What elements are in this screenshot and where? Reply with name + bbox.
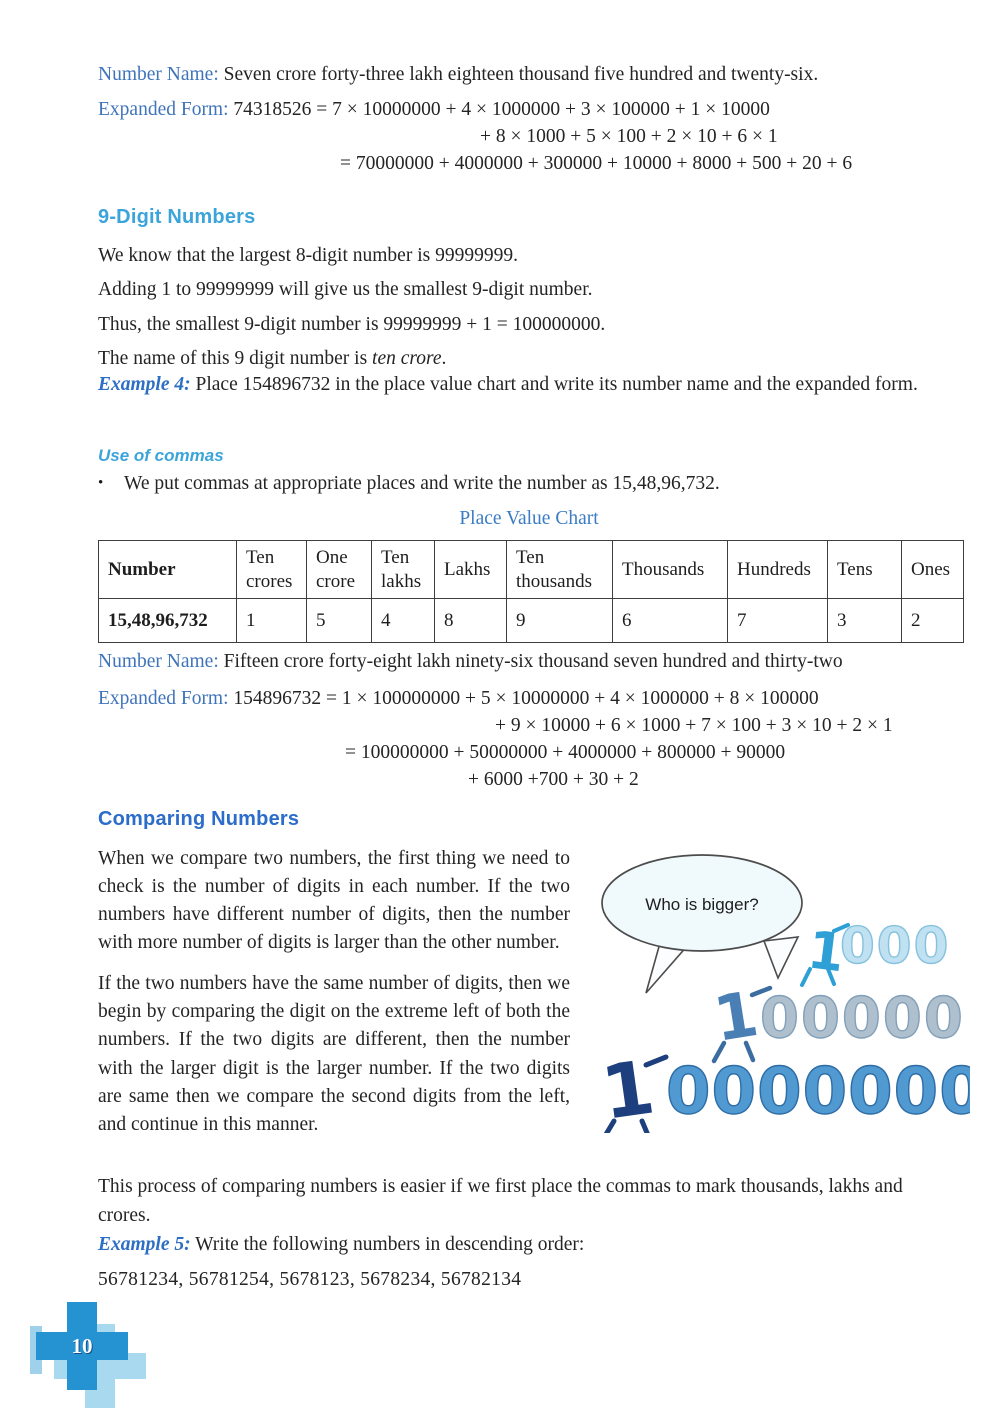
numeral-one-top: 1 bbox=[804, 920, 848, 985]
nine-digit-line-4-prefix: The name of this 9 digit number is bbox=[98, 348, 373, 370]
nine-digit-line-3: Thus, the smallest 9-digit number is 99999999 + 1 = 100000000. bbox=[98, 313, 606, 335]
section-pvc-title bbox=[98, 508, 960, 530]
expanded2-line-4: + 6000 +700 + 30 + 2 bbox=[468, 769, 639, 791]
cell-lakhs: 8 bbox=[435, 599, 507, 643]
section-9-digit-numbers bbox=[98, 206, 960, 382]
numeral-one-middle: 1 bbox=[708, 976, 763, 1056]
commas-text: We put commas at appropriate places and write the number as 15,48,96,732. bbox=[124, 473, 720, 494]
nine-digit-line-2: Adding 1 to 99999999 will give us the smallest 9-digit number. bbox=[98, 279, 593, 301]
who-is-bigger-illustration bbox=[588, 843, 970, 1133]
example-5-numbers: 56781234, 56781254, 5678123, 5678234, 56782134 bbox=[98, 1269, 522, 1290]
section-number-name-1 bbox=[98, 64, 960, 178]
number-name-text-2: Fifteen crore forty-eight lakh ninety-six thousand seven hundred and thirty-two bbox=[223, 651, 843, 672]
speech-bubble-tail-right bbox=[764, 937, 798, 978]
expanded2-line-1-text: 154896732 = 1 × 100000000 + 5 × 10000000 + 4 × 1000000 + 8 × 100000 bbox=[233, 688, 819, 710]
comparing-para-1: When we compare two numbers, the first thing we need to check is the number of digits in each number. If the two numbers have different number of digits, then the number with more number of digits is larger than the other number. bbox=[98, 848, 570, 954]
expanded-line-1-text: 74318526 = 7 × 10000000 + 4 × 1000000 + 3 × 100000 + 1 × 10000 bbox=[233, 99, 770, 121]
expanded2-line-2: + 9 × 10000 + 6 × 1000 + 7 × 100 + 3 × 10 + 2 × 1 bbox=[495, 715, 893, 737]
commas-bullet-line bbox=[98, 473, 960, 495]
cell-ones: 2 bbox=[902, 599, 964, 643]
example-5-label: Example 5: bbox=[98, 1234, 191, 1255]
cell-tens: 3 bbox=[828, 599, 902, 643]
section-comparing-para-3 bbox=[98, 1172, 960, 1231]
heading-9-digit-numbers: 9-Digit Numbers bbox=[98, 206, 256, 228]
example-4-text: Place 154896732 in the place value chart and write its number name and the expanded form. bbox=[195, 374, 918, 395]
expanded-form-label: Expanded Form: bbox=[98, 99, 229, 121]
cell-thousands: 6 bbox=[613, 599, 728, 643]
col-header-tens: Tens bbox=[828, 541, 902, 599]
comparing-para-3: This process of comparing numbers is easier if we first place the commas to mark thousands, lakhs and crores. bbox=[98, 1176, 903, 1227]
expanded-form-block-1 bbox=[98, 97, 960, 178]
cell-hundreds: 7 bbox=[728, 599, 828, 643]
expanded2-line-3: = 100000000 + 50000000 + 4000000 + 800000 + 90000 bbox=[345, 742, 786, 764]
expanded-line-2: + 8 × 1000 + 5 × 100 + 2 × 10 + 6 × 1 bbox=[480, 126, 778, 148]
nine-digit-line-4 bbox=[98, 348, 960, 369]
section-comparing-heading bbox=[98, 808, 960, 831]
number-name-label-2: Number Name: bbox=[98, 651, 219, 672]
comparing-text-column bbox=[98, 845, 570, 1139]
number-name-line-2 bbox=[98, 651, 960, 672]
expanded-line-1 bbox=[98, 99, 770, 120]
cell-ten-thousands: 9 bbox=[507, 599, 613, 643]
expanded-line-3: = 70000000 + 4000000 + 300000 + 10000 + 8000 + 500 + 20 + 6 bbox=[340, 153, 853, 175]
numeral-one-bottom: 1 bbox=[596, 1044, 660, 1133]
expanded-form-block-2 bbox=[98, 686, 960, 794]
expanded-form-label-2: Expanded Form: bbox=[98, 688, 229, 710]
table-header-row bbox=[99, 541, 964, 599]
table-row bbox=[99, 599, 964, 643]
heading-comparing-numbers: Comparing Numbers bbox=[98, 808, 300, 830]
section-number-name-2 bbox=[98, 651, 960, 794]
expanded2-line-1 bbox=[98, 688, 819, 709]
number-name-label: Number Name: bbox=[98, 64, 219, 85]
section-pvc-table bbox=[98, 540, 960, 643]
nine-digit-line-4-emphasis: ten crore bbox=[372, 348, 442, 370]
nine-digit-line-4-suffix: . bbox=[441, 348, 447, 370]
col-header-ones: Ones bbox=[902, 541, 964, 599]
example-4-label: Example 4: bbox=[98, 374, 191, 395]
col-header-number: Number bbox=[99, 541, 237, 599]
section-use-of-commas bbox=[98, 446, 960, 495]
cell-number: 15,48,96,732 bbox=[99, 599, 237, 643]
heading-use-of-commas: Use of commas bbox=[98, 446, 224, 465]
col-header-one-crore: One crore bbox=[307, 541, 372, 599]
zeros-middle-row: 00000 bbox=[760, 986, 965, 1051]
table-body bbox=[99, 599, 964, 643]
example-5-line bbox=[98, 1234, 960, 1256]
col-header-lakhs: Lakhs bbox=[435, 541, 507, 599]
zeros-bottom-row: 0000000 bbox=[666, 1055, 970, 1129]
nine-digit-line-1: We know that the largest 8-digit number is 99999999. bbox=[98, 245, 518, 266]
place-value-chart-title: Place Value Chart bbox=[459, 508, 599, 529]
number-name-line bbox=[98, 64, 960, 85]
section-example-5 bbox=[98, 1234, 960, 1291]
zeros-top-row: 000 bbox=[840, 917, 951, 975]
col-header-thousands: Thousands bbox=[613, 541, 728, 599]
example-5-text: Write the following numbers in descending order: bbox=[195, 1234, 585, 1255]
speech-bubble-text: Who is bigger? bbox=[645, 895, 759, 914]
cell-ten-crores: 1 bbox=[237, 599, 307, 643]
comparing-para-2: If the two numbers have the same number of digits, then we begin by comparing the digit on the extreme left of both the numbers. If the two digits are different, then the number with the larger digit is the larger number. If the two digits are same then we compare the second digits from the left, and continue in this manner. bbox=[98, 973, 570, 1135]
page-number: 10 bbox=[71, 1333, 93, 1358]
bullet-icon: • bbox=[98, 475, 104, 491]
col-header-ten-lakhs: Ten lakhs bbox=[372, 541, 435, 599]
cell-ten-lakhs: 4 bbox=[372, 599, 435, 643]
illustration-svg bbox=[588, 843, 970, 1133]
section-example-4 bbox=[98, 370, 960, 401]
example-4-line bbox=[98, 370, 960, 401]
number-name-text: Seven crore forty-three lakh eighteen thousand five hundred and twenty-six. bbox=[223, 64, 819, 85]
page-number-badge bbox=[28, 1300, 148, 1408]
col-header-ten-crores: Ten crores bbox=[237, 541, 307, 599]
place-value-chart-table bbox=[98, 540, 964, 643]
col-header-hundreds: Hundreds bbox=[728, 541, 828, 599]
cell-one-crore: 5 bbox=[307, 599, 372, 643]
col-header-ten-thousands: Ten thousands bbox=[507, 541, 613, 599]
